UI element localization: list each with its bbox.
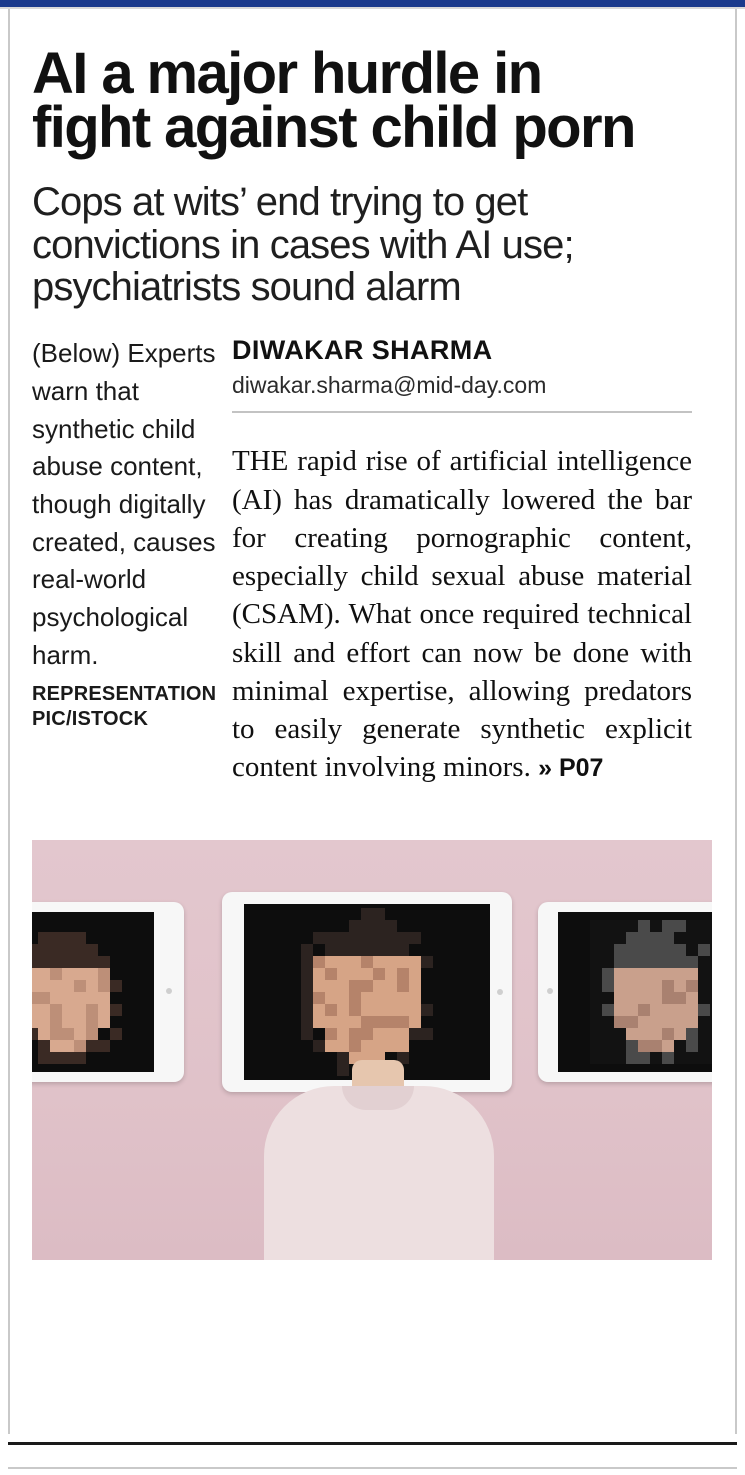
subheadline — [32, 181, 692, 309]
photo-credit-line-2: PIC/ISTOCK — [32, 708, 149, 731]
person-sweatshirt — [264, 1086, 494, 1260]
tablet-right — [538, 902, 712, 1082]
photo-caption-text: (Below) Experts warn that synthetic child abuse content, though digitally created, causes real-world psychological harm. — [32, 338, 216, 670]
photo-credit-line-1: REPRESENTATION — [32, 683, 217, 706]
tablet-right-screen — [558, 912, 712, 1072]
byline-author: DIWAKAR SHARMA — [232, 335, 493, 366]
bottom-thin-rule — [8, 1467, 737, 1469]
story-jump-line: » P07 — [538, 754, 604, 783]
byline-divider — [232, 411, 692, 413]
article-content — [10, 9, 733, 1260]
story-body — [232, 442, 692, 786]
story-column — [232, 335, 692, 815]
top-blue-rule — [0, 0, 745, 7]
story-body-text: THE rapid rise of artificial intelligence (AI) has dramatically lowered the bar for creating pornographic content, especially child sexual abuse material (CSAM). What once required technical skill and effort can now be done with minimal expertise, allowing predators to easily generate synthetic explicit content involving minors. — [232, 445, 692, 784]
bottom-black-rule — [8, 1442, 737, 1445]
pixelated-face-center — [289, 908, 445, 1076]
tablet-left — [32, 902, 184, 1082]
body-zone — [32, 335, 711, 815]
photo-person — [264, 1060, 494, 1260]
right-column-rule — [735, 9, 737, 1434]
pixelated-face-left — [32, 920, 134, 1064]
subheadline-line-2: convictions in cases with AI use; — [32, 222, 574, 267]
tablet-center-screen — [244, 904, 490, 1080]
tablet-left-camera-icon — [166, 988, 172, 994]
byline-email[interactable]: diwakar.sharma@mid-day.com — [232, 372, 547, 399]
pixelated-face-right — [590, 920, 712, 1064]
subheadline-line-3: psychiatrists sound alarm — [32, 265, 461, 310]
tablet-left-screen — [32, 912, 154, 1072]
tablet-center-camera-icon — [497, 989, 503, 995]
subheadline-line-1: Cops at wits’ end trying to get — [32, 179, 528, 224]
article-photo — [32, 840, 712, 1260]
tablet-right-camera-icon — [547, 988, 553, 994]
photo-credit — [32, 682, 216, 732]
headline-line-2: fight against child porn — [32, 94, 635, 160]
headline — [32, 41, 712, 160]
photo-caption-column — [32, 335, 232, 815]
headline-line-1: AI a major hurdle in — [32, 41, 542, 106]
